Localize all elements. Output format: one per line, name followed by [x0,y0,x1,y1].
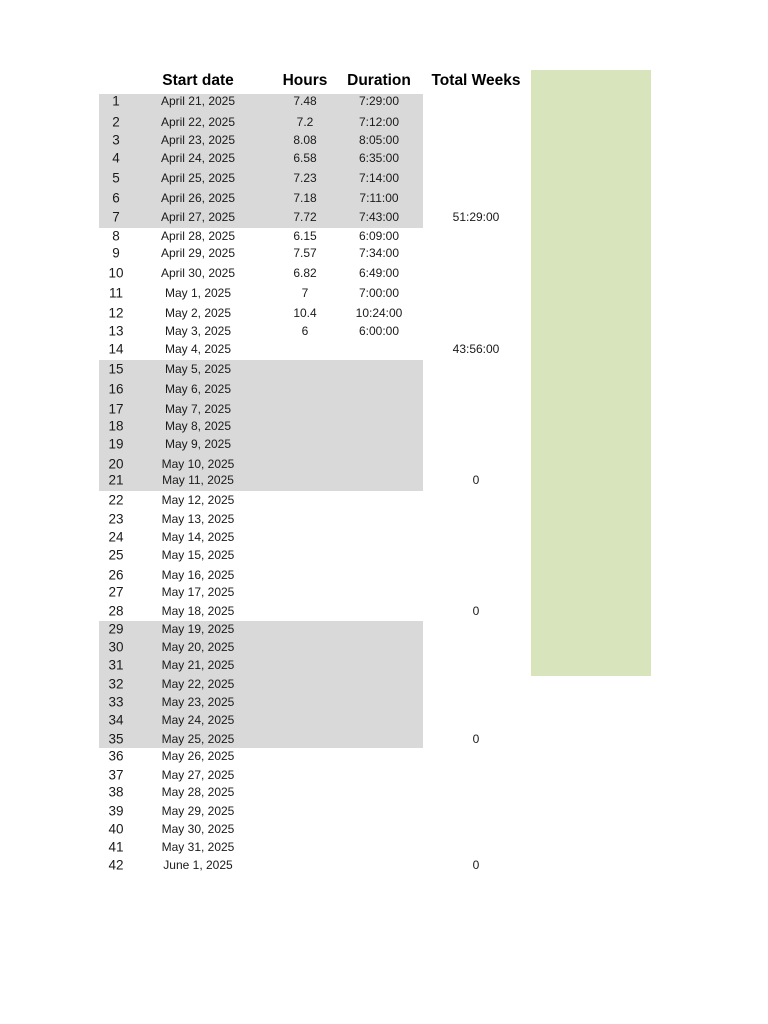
start-date-cell: May 30, 2025 [161,822,235,836]
row-number: 36 [108,748,124,764]
duration-cell: 7:12:00 [358,115,400,129]
start-date-cell: May 28, 2025 [161,785,235,799]
row-number: 7 [112,209,120,225]
row-number: 15 [108,361,124,377]
row-number: 26 [108,567,124,583]
hours-cell: 7 [301,286,309,300]
start-date-cell: May 21, 2025 [161,658,235,672]
row-number: 31 [108,657,124,673]
hours-cell: 6 [301,324,309,338]
total-weeks-cell: 43:56:00 [452,342,500,356]
duration-cell: 7:11:00 [359,191,399,205]
total-weeks-cell: 0 [472,858,480,872]
row-number: 22 [108,492,124,508]
duration-cell: 6:00:00 [358,324,400,338]
row-number: 6 [112,190,120,206]
hours-cell: 6.58 [293,151,317,165]
hours-cell: 6.82 [293,266,317,280]
start-date-cell: May 6, 2025 [164,382,232,396]
start-date-cell: May 12, 2025 [161,493,235,507]
row-number: 17 [108,401,124,417]
hours-cell: 7.23 [293,171,317,185]
duration-cell: 7:34:00 [358,246,400,260]
start-date-cell: May 25, 2025 [161,732,235,746]
duration-cell: 7:14:00 [358,171,400,185]
start-date-cell: May 7, 2025 [164,402,232,416]
row-number: 30 [108,639,124,655]
hours-cell: 7.72 [293,210,317,224]
duration-cell: 7:00:00 [358,286,400,300]
header-start-date: Start date [162,72,234,89]
row-number: 40 [108,821,124,837]
start-date-cell: April 22, 2025 [160,115,236,129]
start-date-cell: May 2, 2025 [164,306,232,320]
start-date-cell: April 29, 2025 [160,246,236,260]
row-number: 25 [108,547,124,563]
duration-cell: 6:35:00 [358,151,400,165]
header-duration: Duration [347,72,411,89]
row-number: 13 [108,323,124,339]
hours-cell: 10.4 [293,306,317,320]
hours-cell: 7.48 [293,94,317,108]
start-date-cell: April 24, 2025 [160,151,236,165]
start-date-cell: May 16, 2025 [161,568,235,582]
start-date-cell: April 26, 2025 [160,191,236,205]
row-number: 10 [108,265,124,281]
total-weeks-cell: 51:29:00 [452,210,500,224]
start-date-cell: April 21, 2025 [160,94,236,108]
hours-cell: 6.15 [293,229,317,243]
duration-cell: 6:09:00 [358,229,400,243]
row-number: 23 [108,511,124,527]
row-number: 21 [108,472,124,488]
row-number: 8 [112,228,120,244]
hours-cell: 8.08 [293,133,317,147]
week-band [99,621,423,748]
row-number: 35 [108,731,124,747]
start-date-cell: May 22, 2025 [161,677,235,691]
row-number: 20 [108,456,124,472]
hours-cell: 7.57 [293,246,317,260]
start-date-cell: April 23, 2025 [160,133,236,147]
start-date-cell: April 25, 2025 [160,171,236,185]
start-date-cell: May 20, 2025 [161,640,235,654]
start-date-cell: May 8, 2025 [164,419,232,433]
row-number: 41 [108,839,124,855]
start-date-cell: June 1, 2025 [163,858,233,872]
start-date-cell: April 28, 2025 [160,229,236,243]
total-weeks-cell: 0 [472,604,480,618]
start-date-cell: April 27, 2025 [160,210,236,224]
start-date-cell: May 13, 2025 [161,512,235,526]
start-date-cell: May 31, 2025 [161,840,235,854]
start-date-cell: May 18, 2025 [161,604,235,618]
row-number: 34 [108,712,124,728]
row-number: 4 [112,150,120,166]
row-number: 38 [108,784,124,800]
start-date-cell: May 11, 2025 [162,473,234,487]
row-number: 11 [108,285,124,301]
total-weeks-cell: 0 [472,473,480,487]
row-number: 14 [108,341,124,357]
row-number: 18 [108,418,124,434]
start-date-cell: May 3, 2025 [164,324,232,338]
duration-cell: 8:05:00 [358,133,400,147]
row-number: 24 [108,529,124,545]
duration-cell: 10:24:00 [355,306,403,320]
header-total-weeks: Total Weeks [431,72,521,89]
row-number: 2 [112,114,120,130]
start-date-cell: May 1, 2025 [164,286,232,300]
duration-cell: 6:49:00 [358,266,400,280]
row-number: 37 [108,767,124,783]
duration-cell: 7:43:00 [358,210,400,224]
row-number: 27 [108,584,124,600]
row-number: 9 [112,245,120,261]
week-band [99,360,423,491]
row-number: 42 [108,857,124,873]
row-number: 28 [108,603,124,619]
start-date-cell: May 26, 2025 [161,749,235,763]
start-date-cell: May 4, 2025 [164,342,232,356]
row-number: 16 [108,381,124,397]
total-weeks-cell: 0 [472,732,480,746]
row-number: 33 [108,694,124,710]
start-date-cell: April 30, 2025 [160,266,236,280]
start-date-cell: May 19, 2025 [161,622,235,636]
start-date-cell: May 17, 2025 [161,585,235,599]
row-number: 12 [108,305,124,321]
hours-cell: 7.18 [293,191,317,205]
highlight-panel [531,70,651,676]
duration-cell: 7:29:00 [358,94,400,108]
start-date-cell: May 23, 2025 [161,695,235,709]
row-number: 32 [108,676,124,692]
row-number: 19 [108,436,124,452]
row-number: 39 [108,803,124,819]
hours-cell: 7.2 [296,115,314,129]
start-date-cell: May 15, 2025 [161,548,235,562]
row-number: 1 [112,93,120,109]
start-date-cell: May 14, 2025 [161,530,235,544]
header-hours: Hours [282,72,328,89]
row-number: 5 [112,170,120,186]
start-date-cell: May 29, 2025 [161,804,235,818]
start-date-cell: May 10, 2025 [161,457,235,471]
start-date-cell: May 5, 2025 [164,362,232,376]
row-number: 29 [108,621,124,637]
start-date-cell: May 9, 2025 [164,437,232,451]
start-date-cell: May 24, 2025 [161,713,235,727]
start-date-cell: May 27, 2025 [161,768,235,782]
row-number: 3 [112,132,120,148]
